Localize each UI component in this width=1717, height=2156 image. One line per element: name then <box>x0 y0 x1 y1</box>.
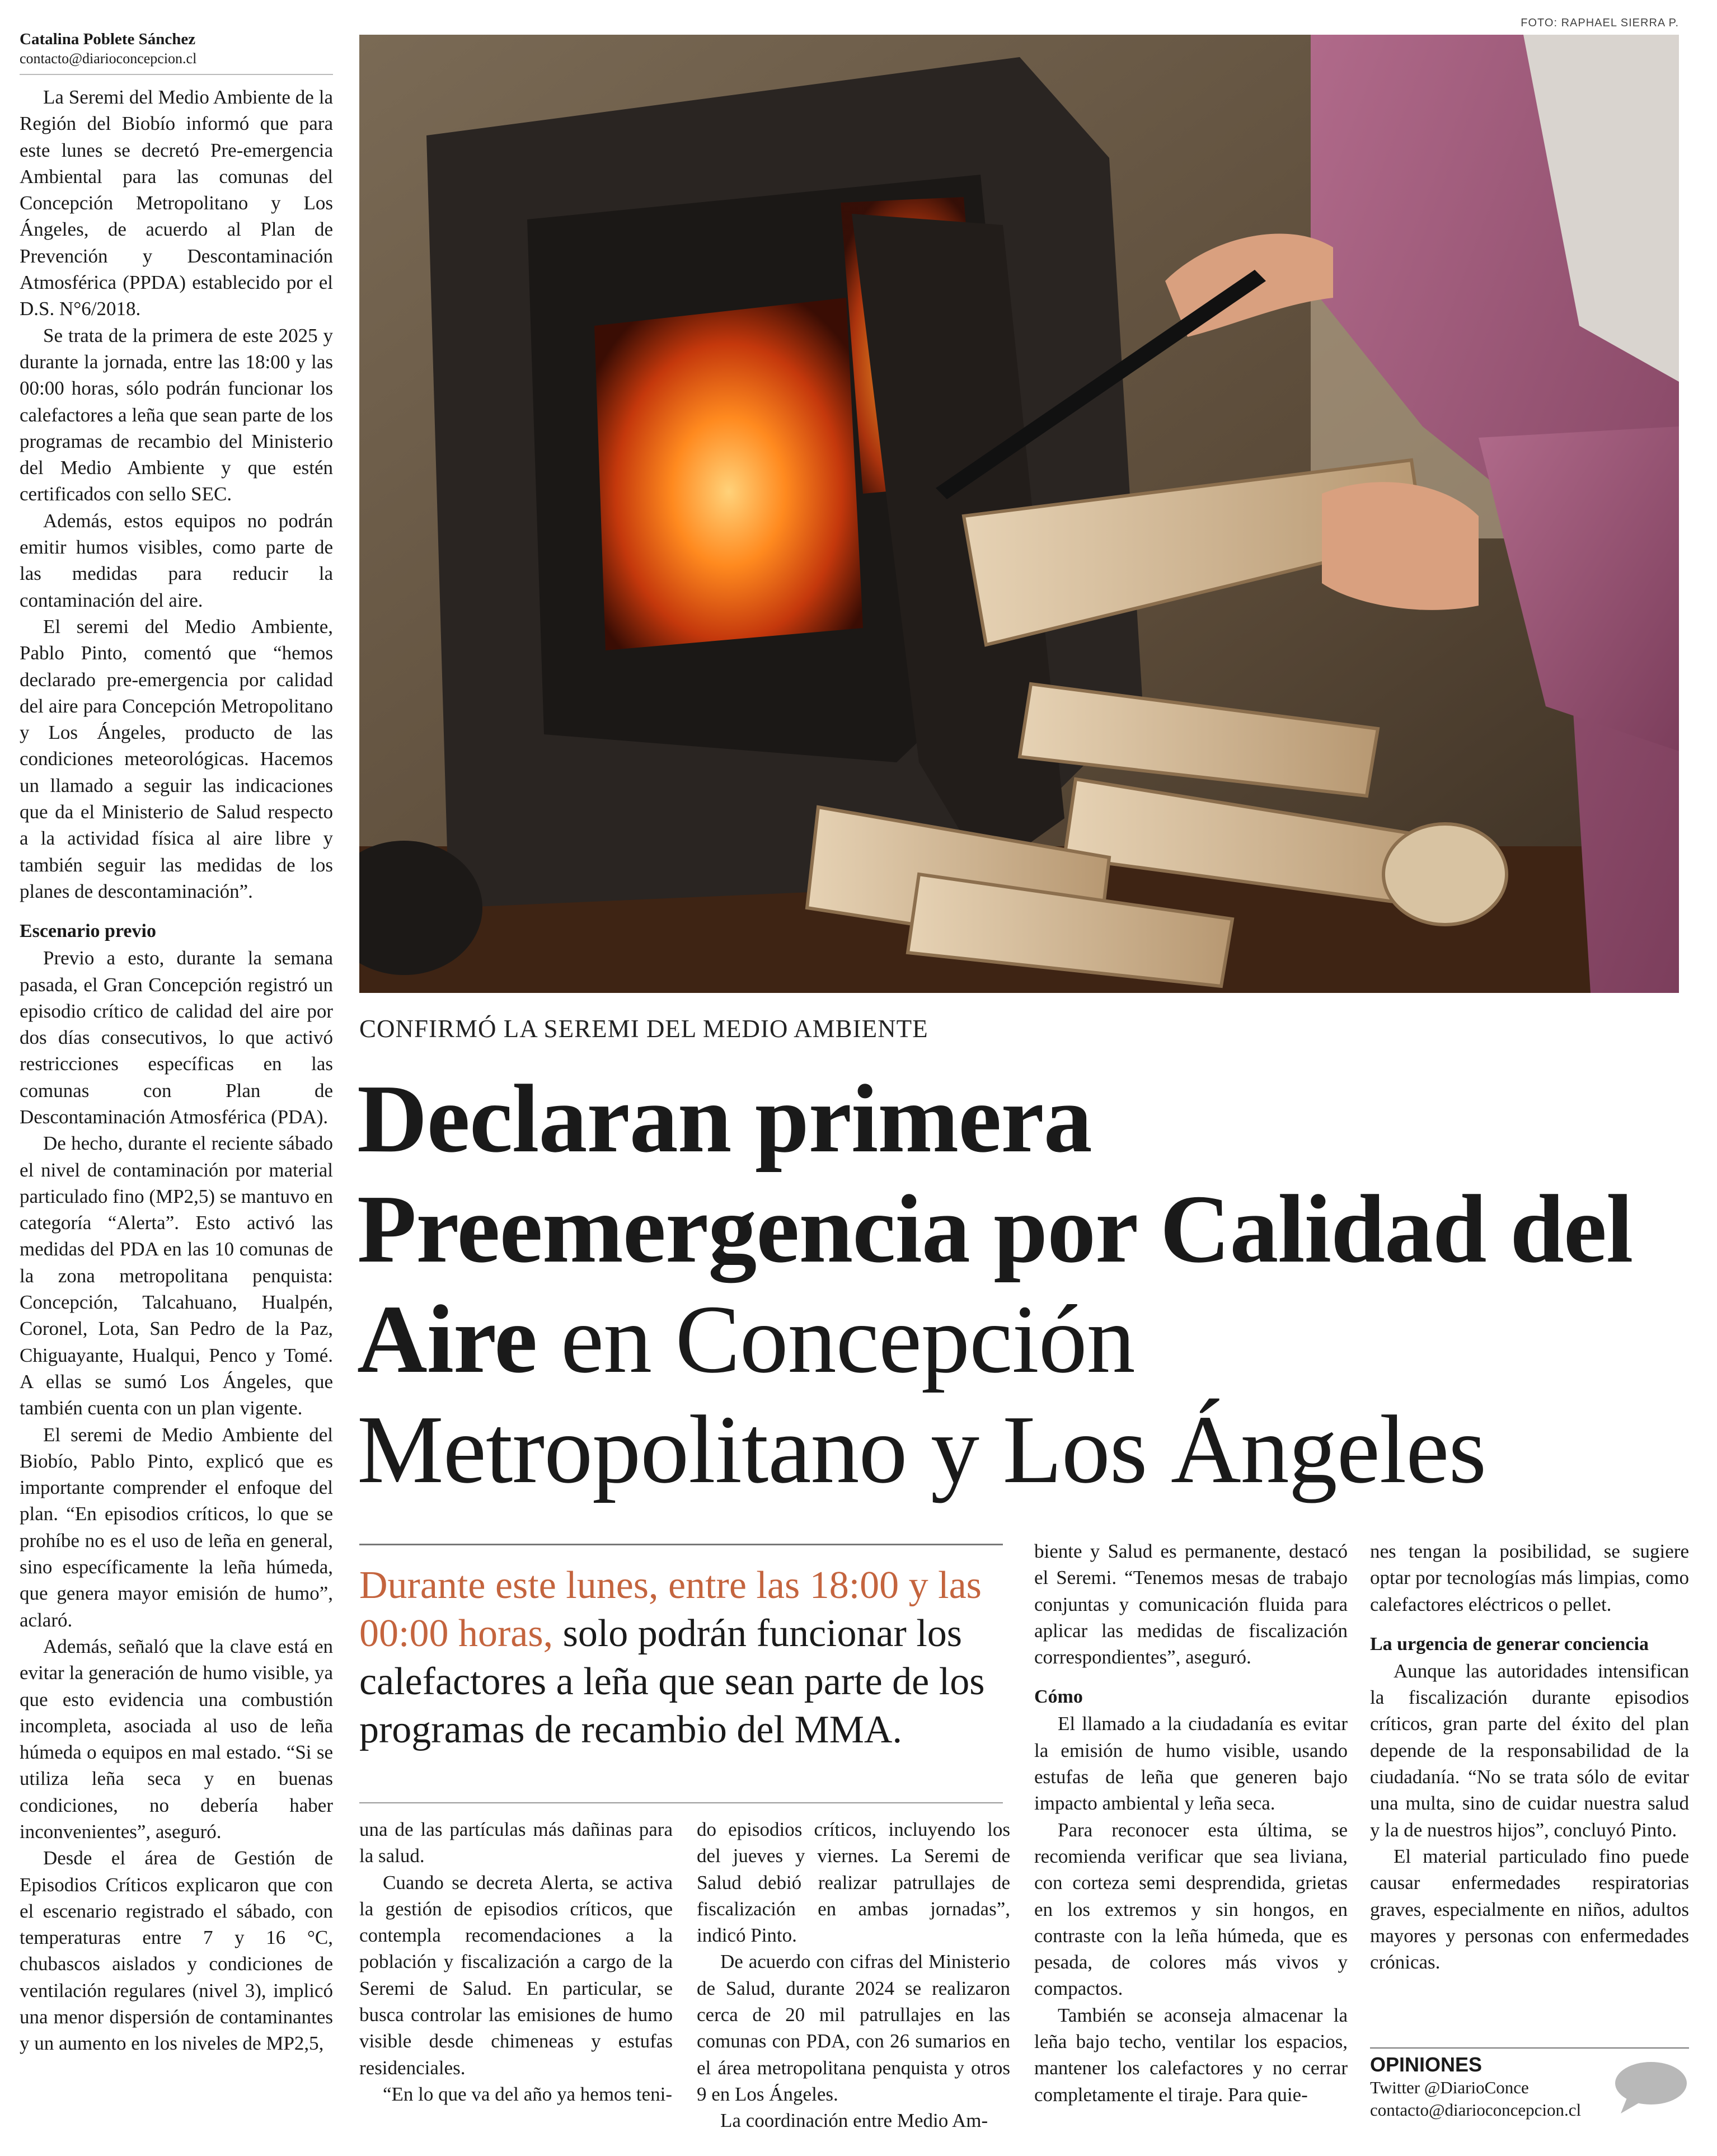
paragraph: De acuerdo con cifras del Ministerio de Salud, durante 2024 se realizaron cerca de 20 mil patrullajes en las comunas con PDA, con 26 sumarios en el área metropolitana penquista y otros 9 en Los Ángeles. <box>697 1951 1010 2105</box>
paragraph: Para reconocer esta última, se recomienda verificar que sea liviana, con corteza semi desprendida, grietas en los extremos y sin hongos, en contraste con la leña húmeda, que es pesada, de colores más vivos y compactos. <box>1034 1818 1348 2000</box>
divider <box>359 1802 1003 1803</box>
paragraph: Desde el área de Gestión de Episodios Críticos explicaron que con el escenario registrado el sábado, con temperaturas entre 7 y 16 °C, chubascos aislados y condiciones de ventilación regulares (nivel 3), implicó una menor dispersión de contaminantes y un aumento en los niveles de MP2,5, <box>20 1847 333 2055</box>
article-column-2 <box>359 1816 673 2107</box>
paragraph: Aunque las autoridades intensifican la fiscalización durante episodios críticos, gran parte del éxito del plan depende de la responsabilidad de la ciudadanía. “No se trata sólo de evitar una multa, sino de cuidar nuestra salud y la de nuestros hijos”, concluyó Pinto. <box>1370 1660 1689 1841</box>
lead-accent: Durante este lunes, entre las 18:00 y las 00:00 horas, <box>359 1564 982 1655</box>
opiniones-box <box>1370 2047 1689 2121</box>
paragraph: La Seremi del Medio Ambiente de la Región del Biobío informó que para este lunes se decretó Pre-emergencia Ambiental para las comunas del Concepción Metropolitano y Los Ángeles, de acuerdo al Plan de Prevención y Descontaminación Atmosférica (PPDA) establecido por el D.S. N°6/2018. <box>20 86 333 320</box>
subhead-como: Cómo <box>1034 1686 1083 1708</box>
paragraph: biente y Salud es permanente, destacó el Seremi. “Tenemos mesas de trabajo conjuntas y comunicación fluida para aplicar las medidas de fiscalización correspondientes”, aseguró. <box>1034 1540 1348 1668</box>
author-name: Catalina Poblete Sánchez <box>20 30 196 48</box>
kicker: CONFIRMÓ LA SEREMI DEL MEDIO AMBIENTE <box>359 1015 928 1043</box>
lead-rest: solo podrán funcionar los calefactores a leña que sean parte de los programas de recambio del MMA. <box>359 1612 985 1751</box>
paragraph: una de las partículas más dañinas para la salud. <box>359 1818 673 1867</box>
speech-bubble-icon <box>1611 2060 1689 2116</box>
author-email: contacto@diarioconcepcion.cl <box>20 50 197 67</box>
main-photo <box>359 35 1679 993</box>
headline-bold: Declaran primera Preemergencia por Calidad del Aire <box>357 1065 1633 1393</box>
article-column-5 <box>1370 1538 1689 1975</box>
article-column-1 <box>20 84 333 2057</box>
lead-paragraph <box>359 1562 1003 1754</box>
paragraph: Cuando se decreta Alerta, se activa la gestión de episodios críticos, que contempla recomendaciones a la población y fiscalización a cargo de la Seremi de Salud. En particular, se busca controlar las emisiones de humo visible desde chimeneas y estufas residenciales. <box>359 1871 673 2079</box>
paragraph: nes tengan la posibilidad, se sugiere optar por tecnologías más limpias, como calefactores eléctricos o pellet. <box>1370 1540 1689 1615</box>
paragraph: El material particulado fino puede causar enfermedades respiratorias graves, especialmente en niños, adultos mayores y personas con enfermedades crónicas. <box>1370 1845 1689 1974</box>
paragraph: do episodios críticos, incluyendo los del jueves y viernes. La Seremi de Salud debió realizar patrullajes de fiscalización en ambas jornadas”, indicó Pinto. <box>697 1818 1010 1947</box>
paragraph: El seremi de Medio Ambiente del Biobío, Pablo Pinto, explicó que es importante comprender el enfoque del plan. “En episodios críticos, lo que se prohíbe no es el uso de leña en general, sino específicamente la leña húmeda, que genera mayor emisión de humo”, aclaró. <box>20 1423 333 1631</box>
byline <box>20 29 333 75</box>
opiniones-email[interactable]: contacto@diarioconcepcion.cl <box>1370 2100 1582 2120</box>
paragraph: Previo a esto, durante la semana pasada, el Gran Concepción registró un episodio crítico de calidad del aire por dos días consecutivos, lo que activó restricciones específicas en las comunas con Plan de Descontaminación Atmosférica (PDA). <box>20 947 333 1128</box>
headline <box>357 1063 1700 1504</box>
divider <box>1370 2047 1689 2049</box>
subhead-urgencia: La urgencia de generar conciencia <box>1370 1633 1649 1655</box>
photo-credit: FOTO: RAPHAEL SIERRA P. <box>1521 17 1679 29</box>
headline-regular: en Concepción Metropolitano y Los Ángeles <box>357 1285 1486 1503</box>
divider <box>359 1544 1003 1545</box>
paragraph: Además, estos equipos no podrán emitir humos visibles, como parte de las medidas para reducir la contaminación del aire. <box>20 509 333 611</box>
paragraph: El seremi del Medio Ambiente, Pablo Pinto, comentó que “hemos declarado pre-emergencia por calidad del aire para Concepción Metropolitano y Los Ángeles, producto de las condiciones meteorológicas. Hacemos un llamado a seguir las indicaciones que da el Ministerio de Salud respecto a la actividad física al aire libre y también seguir las medidas de los planes de descontaminación”. <box>20 615 333 902</box>
paragraph: También se aconseja almacenar la leña bajo techo, ventilar los espacios, mantener los calefactores y no cerrar completamente el tiraje. Para quie- <box>1034 2004 1348 2106</box>
subhead-escenario-previo: Escenario previo <box>20 921 156 942</box>
opiniones-twitter[interactable]: Twitter @DiarioConce <box>1370 2078 1529 2097</box>
opiniones-title: OPINIONES <box>1370 2053 1483 2076</box>
paragraph: Se trata de la primera de este 2025 y durante la jornada, entre las 18:00 y las 00:00 horas, sólo podrán funcionar los calefactores a leña que sean parte de los programas de recambio del Ministerio del Medio Ambiente y que estén certificados con sello SEC. <box>20 324 333 505</box>
article-column-4 <box>1034 1538 1348 2108</box>
paragraph: La coordinación entre Medio Am- <box>720 2110 988 2132</box>
stove-fire-illustration <box>359 35 1679 993</box>
paragraph: De hecho, durante el reciente sábado el nivel de contaminación por material particulado fino (MP2,5) se mantuvo en categoría “Alerta”. Esto activó las medidas del PDA en las 10 comunas de la zona metropolitana penquista: Concepción, Talcahuano, Hualpén, Coronel, Lota, San Pedro de la Paz, Chiguayante, Hualqui, Penco y Tomé. A ellas se sumó Los Ángeles, que también cuenta con un plan vigente. <box>20 1132 333 1419</box>
paragraph: “En lo que va del año ya hemos teni- <box>383 2083 673 2105</box>
article-column-3 <box>697 1816 1010 2134</box>
paragraph: El llamado a la ciudadanía es evitar la emisión de humo visible, usando estufas de leña que generen bajo impacto ambiental y leña seca. <box>1034 1713 1348 1815</box>
paragraph: Además, señaló que la clave está en evitar la generación de humo visible, ya que esto evidencia una combustión incompleta, asociada al uso de leña húmeda o equipos en mal estado. “Si se utiliza leña seca y en buenas condiciones, no debería haber inconvenientes”, aseguró. <box>20 1635 333 1843</box>
